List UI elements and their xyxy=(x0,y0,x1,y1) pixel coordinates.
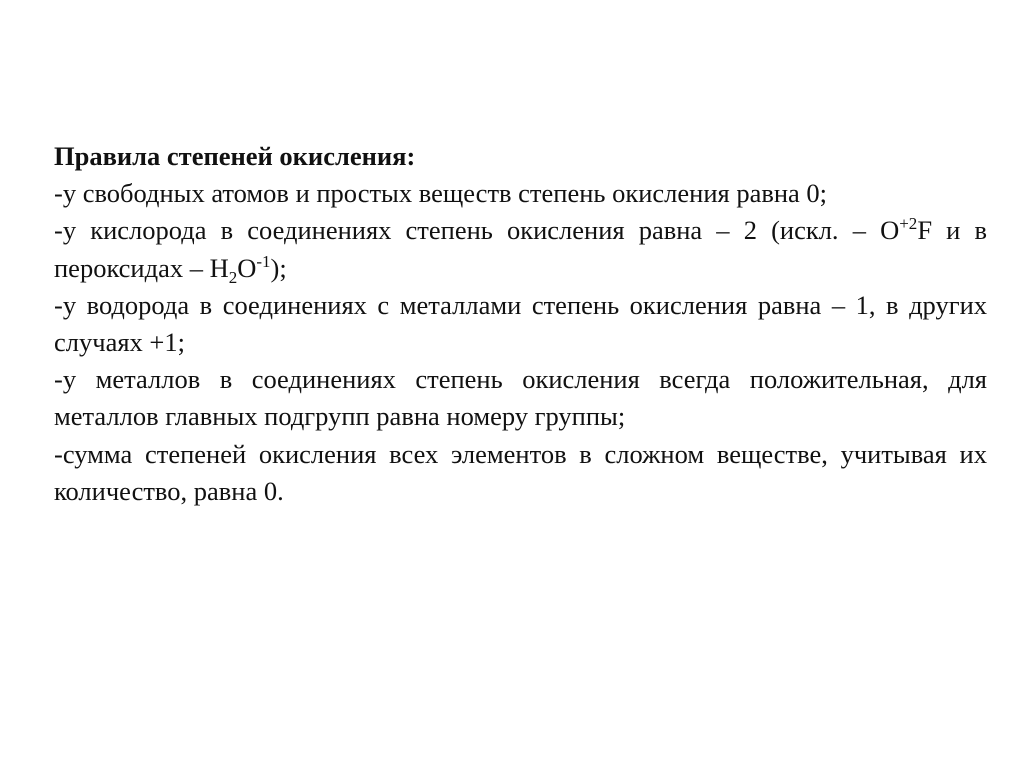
rule-oxygen-subscript: 2 xyxy=(228,267,238,287)
rule-free-atoms: -у свободных атомов и простых веществ степень окисления равна 0; xyxy=(54,178,828,209)
rule-oxygen-text-1: -у кислорода в соединениях степень окисления равна – 2 (искл. – O xyxy=(54,215,900,246)
rule-oxygen-text-2: F и в пероксидах – H xyxy=(54,215,988,283)
rule-oxygen-text-3: O xyxy=(237,252,257,283)
rule-oxygen-superscript-2: -1 xyxy=(256,251,271,271)
rule-oxygen-text-4: ); xyxy=(270,252,287,283)
rule-sum: -сумма степеней окисления всех элементов в сложном веществе, учитывая их количество, равна 0. xyxy=(54,438,987,506)
rule-hydrogen: -у водорода в соединениях с металлами степень окисления равна – 1, в других случаях +1; xyxy=(54,289,987,358)
rule-oxygen-superscript-1: +2 xyxy=(899,214,918,234)
oxidation-rules-text xyxy=(54,138,987,510)
rule-metals: -у металлов в соединениях степень окисления всегда положительная, для металлов главных подгрупп равна номеру группы; xyxy=(54,364,987,432)
rules-title: Правила степеней окисления: xyxy=(54,141,416,171)
rule-oxygen xyxy=(54,212,987,286)
